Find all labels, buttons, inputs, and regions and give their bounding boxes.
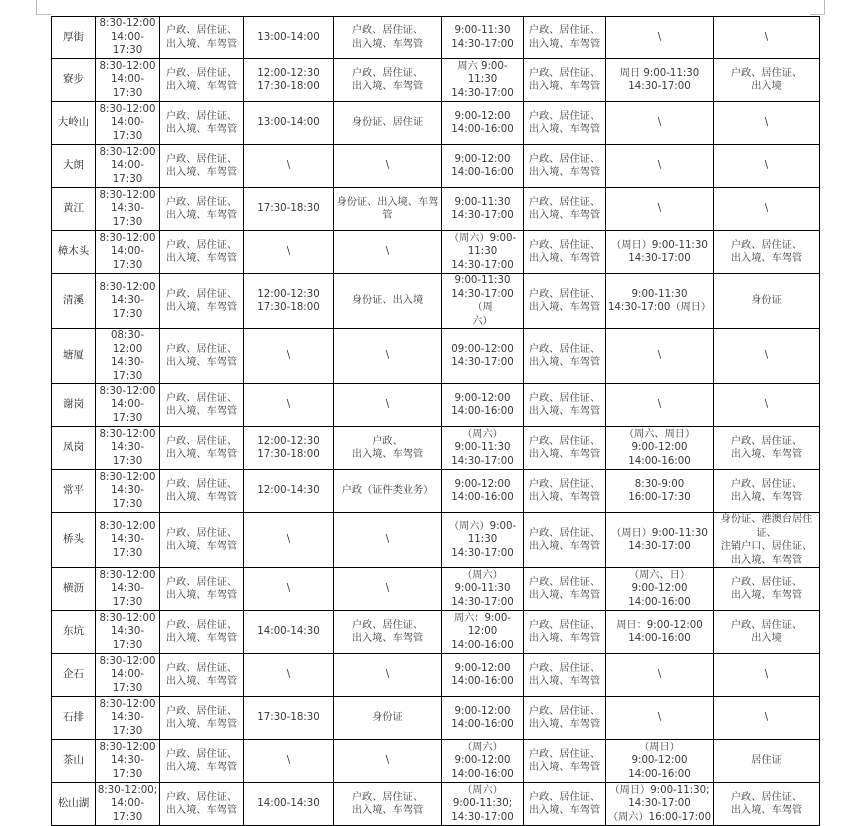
table-cell: 8:30-12:00 14:30-17:30 [96,274,160,329]
table-cell: 户政、居住证、 出入境、车驾管 [524,740,606,783]
table-cell: 周六 9:00-11:30 14:30-17:00 [442,59,524,102]
town-name: 松山湖 [52,783,96,826]
table-cell: \ [714,188,820,231]
table-cell: 周日 9:00-11:30 14:30-17:00 [606,59,714,102]
table-cell: 户政、居住证、 出入境、车驾管 [160,17,244,59]
table-cell: \ [244,384,334,427]
table-cell: 9:00-12:00 14:00-16:00 [442,697,524,740]
table-cell: \ [334,513,442,568]
table-cell: 户政、居住证、 出入境、车驾管 [524,513,606,568]
table-cell: 12:00-12:30 17:30-18:00 [244,427,334,470]
table-cell: \ [334,145,442,188]
table-row [52,654,820,697]
table-row [52,231,820,274]
table-cell: 17:30-18:30 [244,188,334,231]
table-cell: \ [714,384,820,427]
table-cell: （周六）9:00- 11:30 14:30-17:00 [442,231,524,274]
table-cell: 13:00-14:00 [244,102,334,145]
table-cell: 户政、居住证、 出入境、车驾管 [160,513,244,568]
table-cell: 9:00-11:30 14:30-17:00 [442,188,524,231]
table-cell: 户政、居住证、 出入境、车驾管 [524,231,606,274]
table-cell: \ [334,231,442,274]
table-row [52,513,820,568]
table-row [52,427,820,470]
table-cell: \ [606,384,714,427]
table-row [52,783,820,826]
table-cell: 户政（证件类业务） [334,470,442,513]
table-cell: 13:00-14:00 [244,17,334,59]
table-cell: 身份证 [714,274,820,329]
table-cell: 8:30-12:00 14:00-17:30 [96,59,160,102]
table-cell: \ [244,740,334,783]
table-cell: \ [334,329,442,384]
table-cell: \ [606,654,714,697]
table-cell: （周六） 9:00-11:30 14:30-17:00 [442,427,524,470]
table-cell: 8:30-12:00 14:00-17:30 [96,384,160,427]
town-name: 常平 [52,470,96,513]
table-cell: 户政、居住证、 出入境、车驾管 [524,783,606,826]
table-cell: 户政、居住证、 出入境、车驾管 [160,329,244,384]
table-cell: 户政、居住证、 出入境、车驾管 [524,59,606,102]
table-row [52,384,820,427]
table-cell: \ [714,654,820,697]
table-cell: 17:30-18:30 [244,697,334,740]
table-cell: 户政、居住证、 出入境 [714,611,820,654]
table-cell: \ [606,145,714,188]
table-cell: \ [606,17,714,59]
table-cell: （周日） 9:00-12:00 14:00-16:00 [606,740,714,783]
table-cell: 户政、居住证、 出入境、车驾管 [160,188,244,231]
town-name: 企石 [52,654,96,697]
town-name: 桥头 [52,513,96,568]
table-cell: 8:30-12:00 14:00-17:30 [96,102,160,145]
table-cell: 户政、 出入境、车驾管 [334,427,442,470]
table-cell: \ [714,697,820,740]
table-cell: 户政、居住证、 出入境、车驾管 [334,611,442,654]
table-cell: \ [244,329,334,384]
table-cell: 身份证 [334,697,442,740]
table-row [52,274,820,329]
table-cell: 户政、居住证、 出入境、车驾管 [714,231,820,274]
table-cell: 12:00-12:30 17:30-18:00 [244,59,334,102]
table-cell: 9:00-12:00 14:00-16:00 [442,384,524,427]
table-cell: 身份证、出入境 [334,274,442,329]
crop-mark-right [810,0,825,15]
table-cell: 户政、居住证、 出入境、车驾管 [524,188,606,231]
table-cell: 户政、居住证、 出入境、车驾管 [714,568,820,611]
crop-mark-left [36,0,51,15]
table-cell: 8:30-12:00; 14:00-17:30 [96,783,160,826]
table-cell: 9:00-12:00 14:00-16:00 [442,470,524,513]
table-row [52,59,820,102]
table-cell: 12:00-14:30 [244,470,334,513]
table-cell: 户政、居住证、 出入境、车驾管 [160,427,244,470]
table-cell: \ [334,740,442,783]
table-cell: 户政、居住证、 出入境、车驾管 [160,470,244,513]
table-cell: 户政、居住证、 出入境、车驾管 [524,17,606,59]
table-cell: 户政、居住证、 出入境、车驾管 [160,568,244,611]
table-cell: 身份证、出入境、车驾管 [334,188,442,231]
table-cell: 08:30-12:00 14:30-17:30 [96,329,160,384]
table-cell: \ [244,145,334,188]
table-cell: \ [714,329,820,384]
table-cell: \ [714,145,820,188]
table-cell: 居住证 [714,740,820,783]
table-cell: 户政、居住证、 出入境、车驾管 [524,102,606,145]
town-name: 横沥 [52,568,96,611]
table-cell: 户政、居住证、 出入境、车驾管 [524,329,606,384]
table-cell: （周六、日） 9:00-12:00 14:00-16:00 [606,568,714,611]
table-cell: （周六） 9:00-12:00 14:00-16:00 [442,740,524,783]
table-cell: 8:30-12:00 14:30-17:30 [96,470,160,513]
town-name: 樟木头 [52,231,96,274]
town-name: 塘厦 [52,329,96,384]
table-row [52,188,820,231]
table-cell: 户政、居住证、 出入境、车驾管 [334,59,442,102]
table-cell: 户政、居住证、 出入境、车驾管 [524,654,606,697]
table-cell: \ [714,17,820,59]
table-row [52,17,820,59]
table-cell: \ [334,384,442,427]
town-name: 石排 [52,697,96,740]
table-cell: \ [606,329,714,384]
table-row [52,740,820,783]
table-cell: 9:00-11:30 14:30-17:00 [442,17,524,59]
town-name: 东坑 [52,611,96,654]
table-cell: （周六）9:00- 11:30 14:30-17:00 [442,513,524,568]
town-name: 凤岗 [52,427,96,470]
table-cell: 户政、居住证、 出入境、车驾管 [160,783,244,826]
table-cell: \ [244,513,334,568]
town-name: 清溪 [52,274,96,329]
table-cell: （周日）9:00-11:30 14:30-17:00 [606,231,714,274]
table-cell: \ [334,654,442,697]
table-cell: 户政、居住证、 出入境、车驾管 [334,17,442,59]
table-cell: 身份证、港澳台居住证、 注销户口、居住证、 出入境、车驾管 [714,513,820,568]
table-cell: 户政、居住证、 出入境、车驾管 [524,611,606,654]
table-cell: （周日）9:00-11:30 14:30-17:00 [606,513,714,568]
table-cell: \ [244,654,334,697]
table-cell: 8:30-12:00 14:30-17:30 [96,697,160,740]
table-cell: 户政、居住证、 出入境、车驾管 [160,59,244,102]
table-row [52,329,820,384]
table-cell: 8:30-12:00 14:00-17:30 [96,145,160,188]
table-cell: （周六） 9:00-11:30 14:30-17:00 [442,568,524,611]
table-cell: 9:00-11:30 14:30-17:00（周日） [606,274,714,329]
table-cell: 身份证、居住证 [334,102,442,145]
table-cell: 户政、居住证、 出入境、车驾管 [160,697,244,740]
table-cell: 户政、居住证、 出入境、车驾管 [160,102,244,145]
table-row [52,470,820,513]
table-cell: （周六、周日） 9:00-12:00 14:00-16:00 [606,427,714,470]
table-cell: 8:30-12:00 14:30-17:30 [96,611,160,654]
table-cell: 户政、居住证、 出入境、车驾管 [524,274,606,329]
table-cell: 户政、居住证、 出入境、车驾管 [160,611,244,654]
town-name: 大岭山 [52,102,96,145]
town-name: 谢岗 [52,384,96,427]
table-cell: \ [606,102,714,145]
table-cell: （周六） 9:00-11:30; 14:30-17:00 [442,783,524,826]
town-name: 大朗 [52,145,96,188]
table-cell: 户政、居住证、 出入境、车驾管 [524,384,606,427]
table-row [52,145,820,188]
table-cell: 户政、居住证、 出入境、车驾管 [714,470,820,513]
table-cell: \ [606,697,714,740]
table-cell: 户政、居住证、 出入境、车驾管 [334,783,442,826]
table-cell: \ [606,188,714,231]
town-name: 寮步 [52,59,96,102]
table-cell: 9:00-11:30 14:30-17:00（周 六） [442,274,524,329]
table-cell: 8:30-12:00 14:30-17:30 [96,188,160,231]
table-cell: 8:30-12:00 14:00-17:30 [96,654,160,697]
table-cell: 户政、居住证、 出入境、车驾管 [524,427,606,470]
table-row [52,697,820,740]
table-cell: 户政、居住证、 出入境、车驾管 [160,384,244,427]
table-row [52,611,820,654]
table-cell: 户政、居住证、 出入境、车驾管 [160,274,244,329]
table-cell: 户政、居住证、 出入境、车驾管 [524,568,606,611]
table-cell: 户政、居住证、 出入境、车驾管 [160,740,244,783]
table-cell: \ [244,231,334,274]
table-cell: 12:00-12:30 17:30-18:00 [244,274,334,329]
table-cell: 户政、居住证、 出入境、车驾管 [524,145,606,188]
table-cell: 8:30-12:00 14:30-17:30 [96,568,160,611]
town-name: 厚街 [52,17,96,59]
table-row [52,102,820,145]
table-cell: 户政、居住证、 出入境、车驾管 [160,231,244,274]
table-cell: 8:30-12:00 14:30-17:30 [96,427,160,470]
table-cell: 周六：9:00-12:00 14:00-16:00 [442,611,524,654]
table-cell: 8:30-9:00 16:00-17:30 [606,470,714,513]
table-cell: 户政、居住证、 出入境 [714,59,820,102]
service-hours-table [51,16,820,826]
table-cell: 周日：9:00-12:00 14:00-16:00 [606,611,714,654]
table-cell: 户政、居住证、 出入境、车驾管 [714,427,820,470]
table-cell: 8:30-12:00 14:00-17:30 [96,231,160,274]
table-cell: \ [334,568,442,611]
table-cell: 14:00-14:30 [244,783,334,826]
town-name: 黄江 [52,188,96,231]
table-cell: 户政、居住证、 出入境、车驾管 [160,654,244,697]
table-cell: 户政、居住证、 出入境、车驾管 [160,145,244,188]
table-cell: （周日）9:00-11:30; 14:30-17:00 （周六）16:00-17:00 [606,783,714,826]
table-cell: 8:30-12:00 14:00-17:30 [96,17,160,59]
table-cell: 14:00-14:30 [244,611,334,654]
table-cell: 8:30-12:00 14:30-17:30 [96,513,160,568]
table-cell: 户政、居住证、 出入境、车驾管 [524,697,606,740]
table-cell: 8:30-12:00 14:30-17:30 [96,740,160,783]
town-name: 茶山 [52,740,96,783]
table-row [52,568,820,611]
table-cell: 9:00-12:00 14:00-16:00 [442,145,524,188]
table-cell: 户政、居住证、 出入境、车驾管 [524,470,606,513]
table-cell: 09:00-12:00 14:30-17:00 [442,329,524,384]
table-cell: \ [714,102,820,145]
table-cell: 9:00-12:00 14:00-16:00 [442,654,524,697]
table-cell: 9:00-12:00 14:00-16:00 [442,102,524,145]
table-cell: 户政、居住证、 出入境、车驾管 [714,783,820,826]
table-cell: \ [244,568,334,611]
